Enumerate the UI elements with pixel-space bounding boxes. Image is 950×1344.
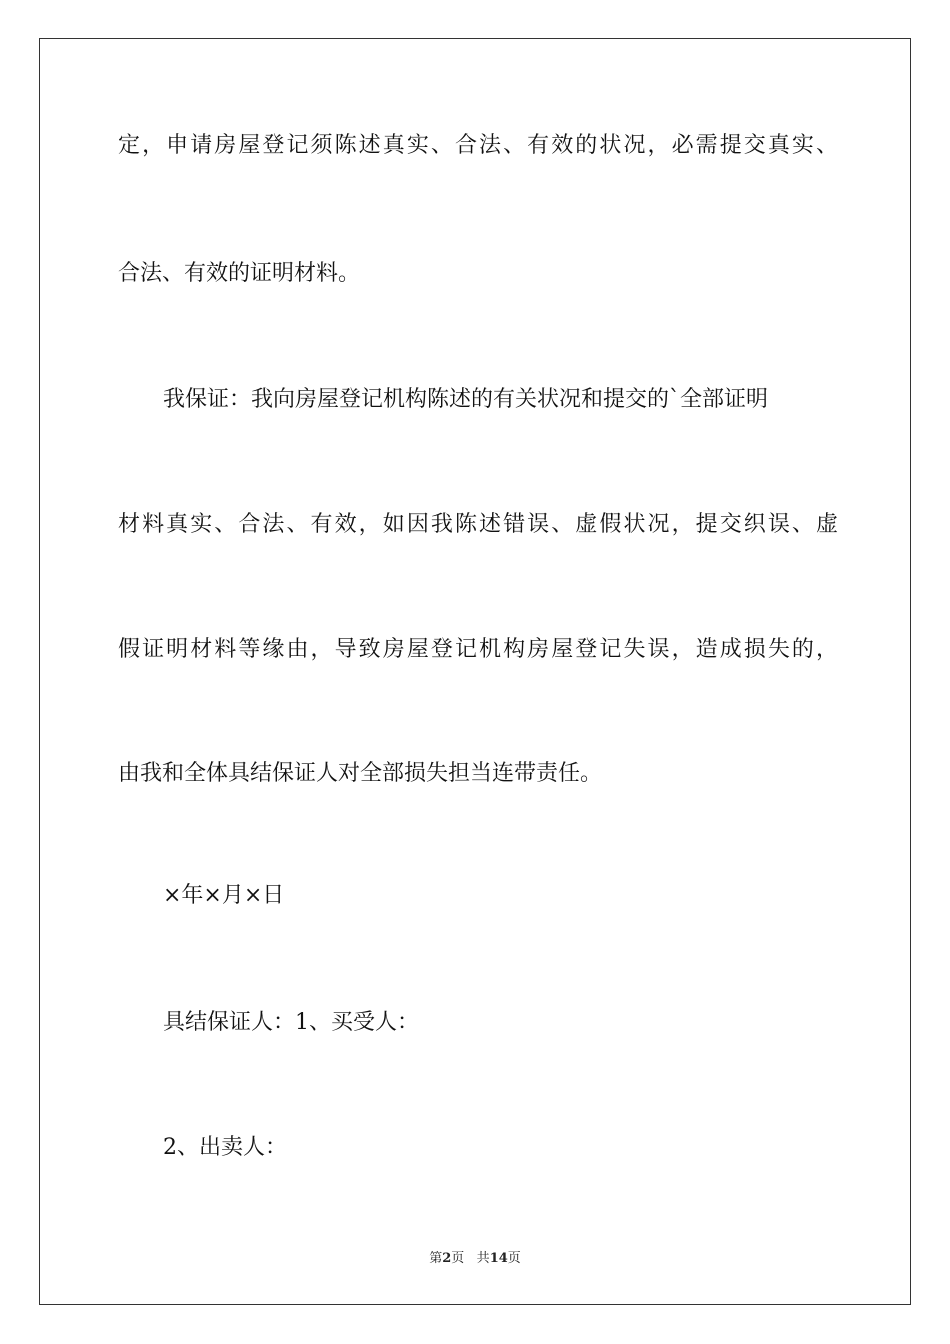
paragraph-line-4: 材料真实、合法、有效，如因我陈述错误、虚假状况，提交织误、虚 bbox=[118, 512, 838, 537]
page-footer bbox=[0, 1247, 950, 1266]
date-line: ×年×月×日 bbox=[163, 883, 285, 908]
footer-total-prefix: 共 bbox=[476, 1251, 490, 1266]
footer-page-number: 2 bbox=[442, 1251, 452, 1266]
page-border bbox=[39, 38, 911, 1305]
guarantor-buyer-line: 具结保证人：1、买受人： bbox=[163, 1010, 419, 1035]
paragraph-line-1: 定，申请房屋登记须陈述真实、合法、有效的状况，必需提交真实、 bbox=[118, 133, 838, 158]
footer-total-pages: 14 bbox=[489, 1251, 508, 1266]
paragraph-line-2: 合法、有效的证明材料。 bbox=[118, 261, 361, 286]
paragraph-line-6: 由我和全体具结保证人对全部损失担当连带责任。 bbox=[118, 761, 603, 786]
footer-page-suffix: 页 bbox=[451, 1251, 465, 1266]
footer-total-suffix: 页 bbox=[507, 1251, 521, 1266]
paragraph-line-5: 假证明材料等缘由，导致房屋登记机构房屋登记失误，造成损失的， bbox=[118, 637, 838, 662]
paragraph-line-3: 我保证：我向房屋登记机构陈述的有关状况和提交的`全部证明 bbox=[163, 387, 769, 412]
footer-page-prefix: 第 bbox=[429, 1251, 443, 1266]
guarantor-seller-line: 2、出卖人： bbox=[163, 1135, 287, 1160]
